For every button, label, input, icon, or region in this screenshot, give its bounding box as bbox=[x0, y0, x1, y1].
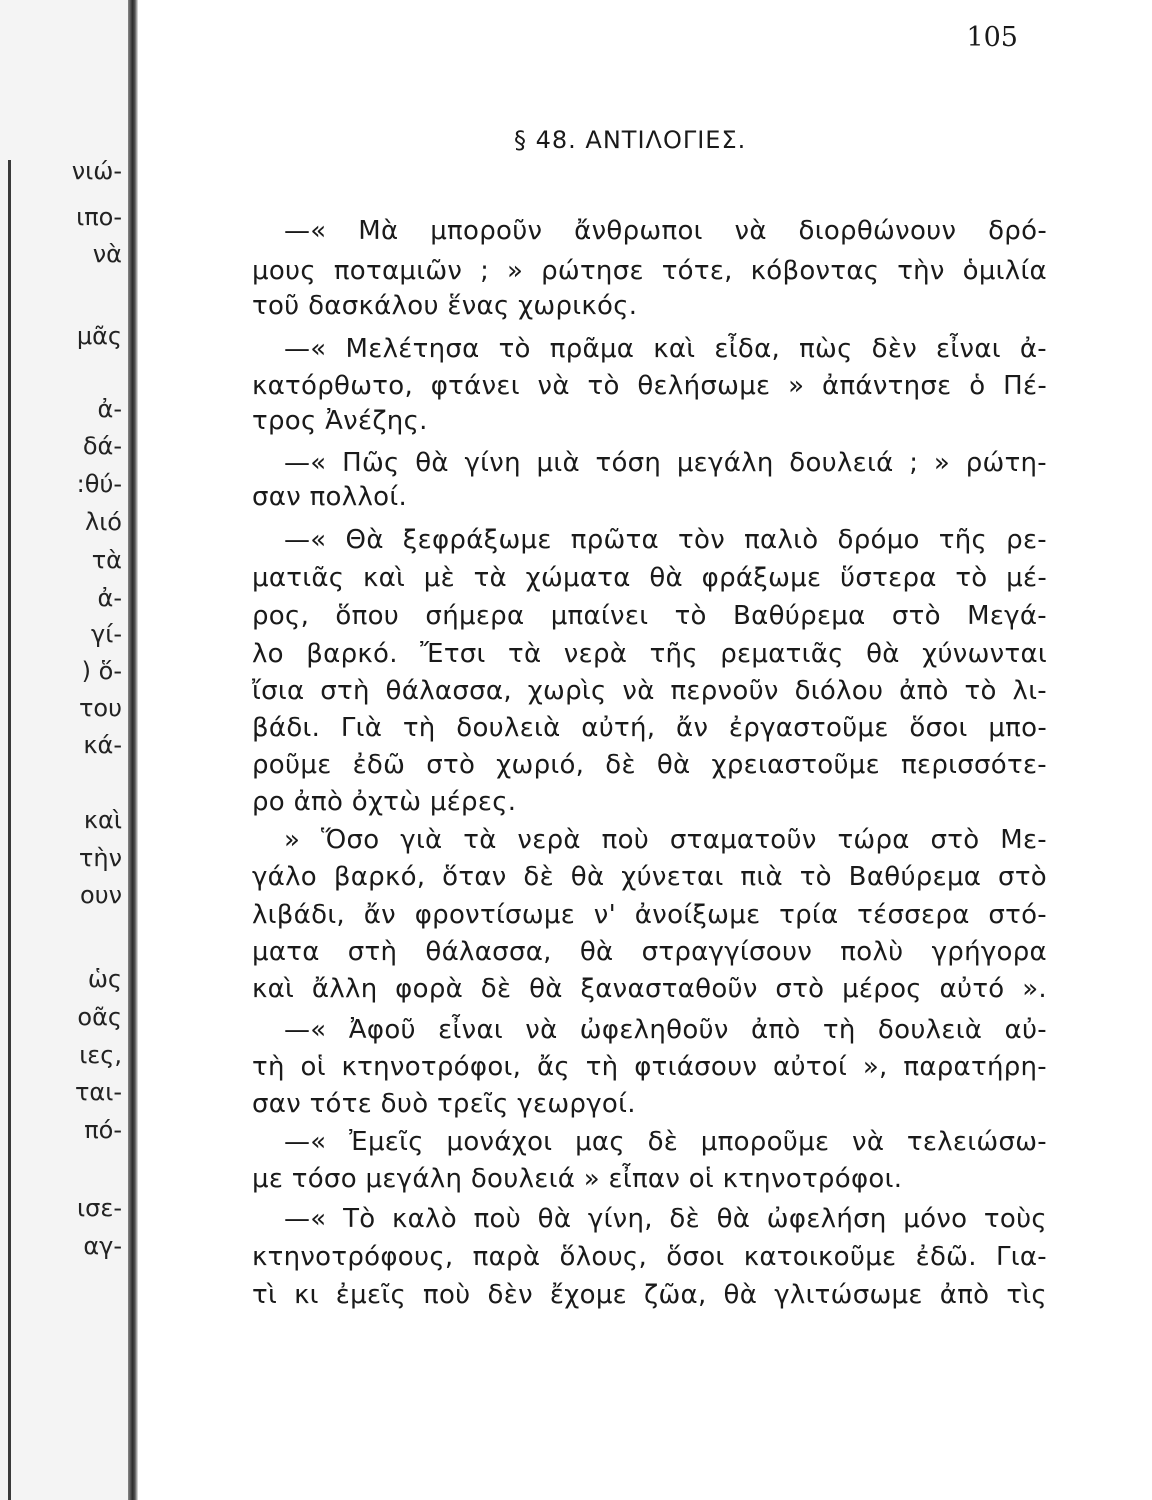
margin-fragment: οᾶς bbox=[77, 1003, 122, 1031]
text-line: βάδι. Γιὰ τὴ δουλειὰ αὐτή, ἄν ἐργαστοῦμε ὅσοι μπο- bbox=[252, 713, 1047, 743]
text-line: σαν πολλοί. bbox=[252, 482, 408, 512]
text-line: τὴ οἱ κτηνοτρόφοι, ἄς τὴ φτιάσουν αὐτοί », παρατήρη- bbox=[252, 1052, 1047, 1082]
text-line: ματα στὴ θάλασσα, θὰ στραγγίσουν πολὺ γρήγορα bbox=[252, 937, 1047, 967]
text-line: σαν τότε δυὸ τρεῖς γεωργοί. bbox=[252, 1089, 636, 1119]
text-line: τὶ κι ἐμεῖς ποὺ δὲν ἔχομε ζῶα, θὰ γλιτώσωμε ἀπὸ τὶς bbox=[252, 1280, 1047, 1310]
text-line: γάλο βαρκό, ὅταν δὲ θὰ χύνεται πιὰ τὸ Βαθύρεμα στὸ bbox=[252, 862, 1047, 892]
text-line: ἴσια στὴ θάλασσα, χωρὶς νὰ περνοῦν διόλου ἀπὸ τὸ λι- bbox=[252, 676, 1047, 706]
text-line: καὶ ἄλλη φορὰ δὲ θὰ ξανασταθοῦν στὸ μέρος αὐτό ». bbox=[252, 974, 1047, 1004]
text-line: κατόρθωτο, φτάνει νὰ τὸ θελήσωμε » ἀπάντησε ὁ Πέ- bbox=[252, 371, 1047, 401]
margin-fragment: λιό bbox=[84, 508, 122, 536]
text-line: » Ὅσο γιὰ τὰ νερὰ ποὺ σταματοῦν τώρα στὸ Με- bbox=[284, 825, 1047, 855]
text-line: ρο ἀπὸ ὀχτὼ μέρες. bbox=[252, 787, 517, 817]
text-line: ρος, ὅπου σήμερα μπαίνει τὸ Βαθύρεμα στὸ Μεγά- bbox=[252, 601, 1047, 631]
margin-fragment: ισε- bbox=[77, 1194, 122, 1222]
text-line: ροῦμε ἐδῶ στὸ χωριό, δὲ θὰ χρειαστοῦμε περισσότε- bbox=[252, 750, 1047, 780]
margin-fragment: πό- bbox=[84, 1116, 122, 1144]
text-line: —« Μὰ μποροῦν ἄνθρωποι νὰ διορθώνουν δρό- bbox=[284, 216, 1047, 246]
margin-fragment: ιπο- bbox=[76, 203, 122, 231]
margin-fragment: :θύ- bbox=[76, 470, 122, 498]
text-line: —« Ἀφοῦ εἶναι νὰ ὠφεληθοῦν ἀπὸ τὴ δουλειὰ αὐ- bbox=[284, 1015, 1047, 1045]
text-line: —« Θὰ ξεφράξωμε πρῶτα τὸν παλιὸ δρόμο τῆς ρε- bbox=[284, 525, 1047, 555]
margin-fragment: αγ- bbox=[83, 1232, 122, 1260]
margin-fragment: δά- bbox=[82, 432, 122, 460]
binding-shadow bbox=[128, 0, 138, 1500]
margin-fragment: ἀ- bbox=[97, 395, 122, 423]
margin-fragment: μᾶς bbox=[76, 322, 122, 350]
text-line: λο βαρκό. Ἔτσι τὰ νερὰ τῆς ρεματιᾶς θὰ χύνωνται bbox=[252, 639, 1047, 669]
margin-fragment: νὰ bbox=[92, 240, 122, 268]
section-heading: § 48. ΑΝΤΙΛΟΓΙΕΣ. bbox=[514, 126, 747, 154]
text-line: ματιᾶς καὶ μὲ τὰ χώματα θὰ φράξωμε ὕστερα τὸ μέ- bbox=[252, 563, 1047, 593]
margin-fragment: ὡς bbox=[87, 965, 122, 993]
margin-fragment: κά- bbox=[83, 731, 122, 759]
margin-fragment: ἀ- bbox=[97, 584, 122, 612]
text-line: —« Μελέτησα τὸ πρᾶμα καὶ εἶδα, πὼς δὲν εἶναι ἀ- bbox=[284, 334, 1047, 364]
margin-fragment: τὰ bbox=[91, 546, 122, 574]
page-number: 105 bbox=[966, 22, 1018, 53]
margin-fragment: νιώ- bbox=[71, 157, 122, 185]
margin-fragment: του bbox=[78, 694, 122, 722]
text-line: τοῦ δασκάλου ἕνας χωρικός. bbox=[252, 291, 638, 321]
margin-fragment: ) ὅ- bbox=[81, 657, 122, 685]
margin-fragment: γί- bbox=[91, 620, 122, 648]
margin-fragment: ται- bbox=[74, 1078, 122, 1106]
text-line: κτηνοτρόφους, παρὰ ὅλους, ὅσοι κατοικοῦμε ἐδῶ. Για- bbox=[252, 1242, 1047, 1272]
margin-fragment: ιες, bbox=[79, 1041, 122, 1069]
text-line: μους ποταμιῶν ; » ρώτησε τότε, κόβοντας τὴν ὁμιλία bbox=[252, 256, 1047, 286]
previous-page-fragments bbox=[0, 0, 126, 1500]
text-line: —« Ἐμεῖς μονάχοι μας δὲ μποροῦμε νὰ τελειώσω- bbox=[284, 1127, 1047, 1157]
margin-fragment: καὶ bbox=[83, 806, 122, 834]
text-line: —« Πῶς θὰ γίνη μιὰ τόση μεγάλη δουλειά ; » ρώτη- bbox=[284, 448, 1047, 478]
text-line: τρος Ἀνέζης. bbox=[252, 406, 428, 436]
text-line: λιβάδι, ἄν φροντίσωμε ν' ἀνοίξωμε τρία τέσσερα στό- bbox=[252, 900, 1047, 930]
margin-fragment: τὴν bbox=[78, 844, 122, 872]
text-line: με τόσο μεγάλη δουλειά » εἶπαν οἱ κτηνοτρόφοι. bbox=[252, 1164, 903, 1194]
text-line: —« Τὸ καλὸ ποὺ θὰ γίνη, δὲ θὰ ὠφελήση μόνο τοὺς bbox=[284, 1204, 1047, 1234]
margin-fragment: ουν bbox=[80, 881, 122, 909]
